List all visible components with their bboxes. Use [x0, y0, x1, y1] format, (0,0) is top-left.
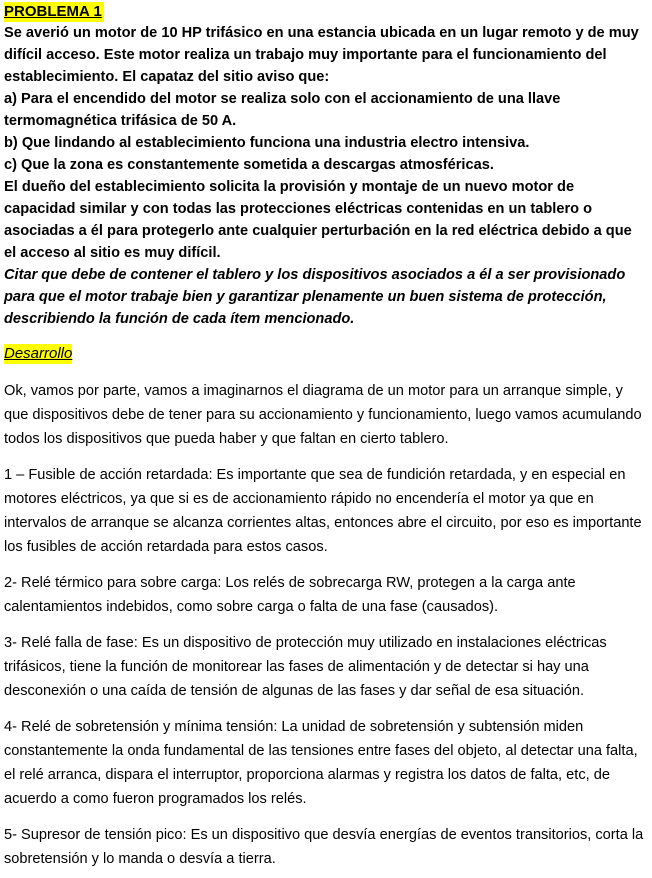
paragraph-item-3: 3- Relé falla de fase: Es un dispositivo de protección muy utilizado en instalaciones eléctricas trifásicos, tiene la función de monitorear las fases de alimentación y de detectar si hay una desconexión o una caída de tensión de algunas de las fases y dar señal de esa situación.: [4, 635, 607, 699]
statement-item-b: b) Que lindando al establecimiento funciona una industria electro intensiva.: [4, 135, 530, 151]
problem-statement: [4, 22, 646, 264]
paragraph-item-5: 5- Supresor de tensión pico: Es un dispositivo que desvía energías de eventos transitorios, corta la sobretensión y lo manda o desvía a tierra.: [4, 827, 644, 867]
problem-title: PROBLEMA 1: [4, 3, 102, 20]
section-heading: Desarrollo: [4, 345, 73, 362]
paragraph-item-2: 2- Relé térmico para sobre carga: Los relés de sobrecarga RW, protegen a la carga ante calentamientos indebidos, como sobre carga o falta de una fase (causados).: [4, 575, 576, 615]
statement-item-c: c) Que la zona es constantemente sometida a descargas atmosféricas.: [4, 157, 494, 173]
paragraph-intro: Ok, vamos por parte, vamos a imaginarnos el diagrama de un motor para un arranque simple, y que dispositivos debe de tener para su accionamiento y funcionamiento, luego vamos acumulando todos los dispositivos que pueda haber y que faltan en cierto tablero.: [4, 383, 642, 447]
paragraph-item-1: 1 – Fusible de acción retardada: Es importante que sea de fundición retardada, y en especial en motores eléctricos, ya que si es de accionamiento rápido no encendería el motor ya que en intervalos de arranque se alcanza corrientes altas, entonces abre el circuito, por eso es importante los fusibles de acción retardada para estos casos.: [4, 467, 642, 555]
paragraph-item-4: 4- Relé de sobretensión y mínima tensión: La unidad de sobretensión y subtensión miden constantemente la onda fundamental de las tensiones entre fases del objeto, al detectar una falta, el relé arranca, dispara el interruptor, proporciona alarmas y registra los datos de falta, etc, de acuerdo a como fueron programados los relés.: [4, 719, 638, 807]
statement-request: El dueño del establecimiento solicita la provisión y montaje de un nuevo motor de capacidad similar y con todas las protecciones eléctricas contenidas en un tablero o asociadas a él para protegerlo ante cualquier perturbación en la red eléctrica debido a que el acceso al sitio es muy difícil.: [4, 179, 632, 261]
problem-question: Citar que debe de contener el tablero y los dispositivos asociados a él a ser provisionado para que el motor trabaje bien y garantizar plenamente un buen sistema de protección, describiendo la función de cada ítem mencionado.: [4, 267, 626, 327]
statement-item-a: a) Para el encendido del motor se realiza solo con el accionamiento de una llave termomagnética trifásica de 50 A.: [4, 91, 561, 129]
statement-intro: Se averió un motor de 10 HP trifásico en una estancia ubicada en un lugar remoto y de muy difícil acceso. Este motor realiza un trabajo muy importante para el funcionamiento del establecimiento. El capataz del sitio aviso que:: [4, 25, 639, 85]
